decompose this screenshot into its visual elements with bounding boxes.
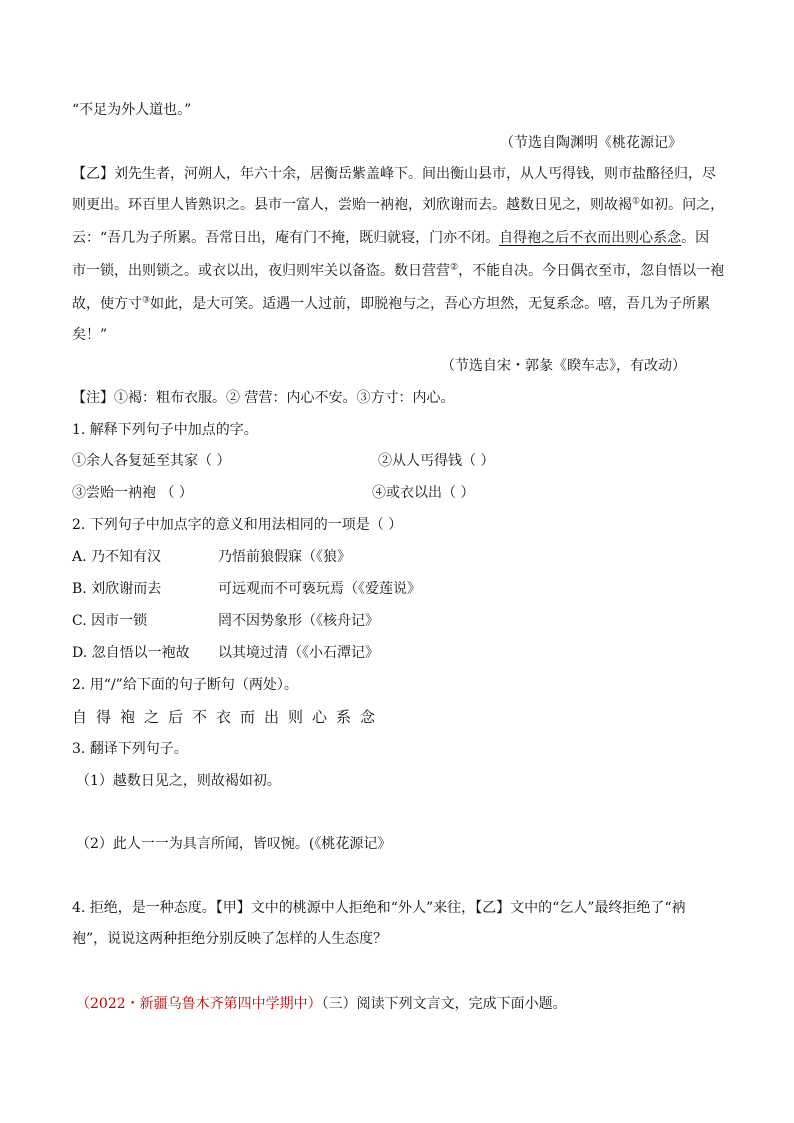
question-2b-title: 2. 用“/”给下面的句子断句（两处）。 bbox=[72, 677, 298, 693]
question-4-line-1: 4. 拒绝，是一种态度。【甲】文中的桃源中人拒绝和“外人”来往，【乙】文中的“乞人”最终拒绝了“衲 bbox=[72, 900, 686, 916]
option-a-left: A. 乃不知有汉 bbox=[72, 549, 162, 565]
notes: 【注】①褐：粗布衣服。② 营营：内心不安。③方寸：内心。 bbox=[72, 390, 455, 406]
yi-line-5-text-b: 如此，是大可笑。适遇一人过前，即脱袍与之，吾心方坦然，无复系念。嘻，吾几为子所累 bbox=[150, 296, 711, 312]
section-instruction: （三）阅读下列文言文，完成下面小题。 bbox=[321, 996, 567, 1012]
footnote-marker-3: ③ bbox=[142, 295, 151, 306]
yi-line-3-text-b: 。因 bbox=[681, 230, 710, 246]
q1-item-d: ④或衣以出（ ） bbox=[372, 485, 475, 501]
option-c-right: 罔不因势象形（《核舟记》 bbox=[218, 613, 379, 629]
question-1-row-1 bbox=[72, 451, 494, 471]
punctuation-sentence: 自得袍之后不衣而出则心系念 bbox=[72, 708, 385, 726]
yi-line-2 bbox=[72, 195, 724, 215]
option-b-right: 可远观而不可亵玩焉（《爱莲说》 bbox=[218, 581, 421, 597]
option-row bbox=[72, 579, 421, 599]
option-a-right: 乃悟前狼假寐（《狼》 bbox=[218, 549, 351, 565]
yi-line-3 bbox=[72, 228, 709, 248]
yi-line-5-text: 故，使方寸 bbox=[72, 296, 142, 312]
yi-line-2-text-b: 如初。问之， bbox=[640, 197, 725, 213]
q1-item-b: ②从人丐得钱（ ） bbox=[378, 453, 495, 469]
source-tag: （2022・新疆乌鲁木齐第四中学期中） bbox=[76, 996, 322, 1012]
option-d-left: D. 忽自悟以一袍故 bbox=[72, 645, 190, 661]
q1-item-c: ③尝贻一衲袍 （ ） bbox=[72, 485, 193, 501]
q1-item-a: ①余人各复延至其家（ ） bbox=[72, 453, 231, 469]
yi-line-3-text: 云：“吾几为子所累。吾常日出，庵有门不掩，既归就寝，门亦不闭。 bbox=[72, 230, 500, 246]
yi-line-6: 矣！” bbox=[72, 327, 108, 343]
yi-line-4-text: 市一锁，出则锁之。或衣以出，夜归则牢关以备盗。数日营营 bbox=[72, 263, 450, 279]
question-4-line-2: 袍”，说说这两种拒绝分别反映了怎样的人生态度？ bbox=[72, 931, 388, 947]
question-2-title: 2. 下列句子中加点字的意义和用法相同的一项是（ ） bbox=[72, 517, 403, 533]
question-3-title: 3. 翻译下列句子。 bbox=[72, 741, 188, 757]
yi-line-4-text-b: ，不能自决。今日偶衣至市，忽自悟以一袍 bbox=[458, 263, 725, 279]
yi-source: （节选自宋・郭彖《睽车志》，有改动） bbox=[441, 358, 686, 374]
footnote-marker-1: ① bbox=[632, 196, 641, 207]
question-1-row-2 bbox=[72, 483, 474, 503]
translate-sentence-2: （2）此人一一为具言所闻，皆叹惋。(《桃花源记》 bbox=[76, 836, 392, 852]
option-row bbox=[72, 611, 379, 631]
jia-source: （节选自陶渊明《桃花源记》 bbox=[500, 135, 682, 151]
option-b-left: B. 刘欣谢而去 bbox=[72, 581, 162, 597]
option-d-right: 以其境过清（《小石潭记》 bbox=[218, 645, 379, 661]
yi-line-1: 【乙】刘先生者，河朔人，年六十余，居衡岳紫盖峰下。间出衡山县市，从人丐得钱，则市盐酪径归，尽 bbox=[72, 166, 716, 182]
option-c-left: C. 因市一锁 bbox=[72, 613, 148, 629]
option-row bbox=[72, 643, 379, 663]
option-row bbox=[72, 547, 351, 567]
yi-line-2-text: 则更出。环百里人皆熟识之。县市一富人，尝贻一衲袍，刘欣谢而去。越数日见之，则故褐 bbox=[72, 197, 632, 213]
question-1-title: 1. 解释下列句子中加点的字。 bbox=[72, 422, 258, 438]
jia-tail: “不足为外人道也。” bbox=[72, 102, 192, 118]
underlined-sentence: 自得袍之后不衣而出则心系念 bbox=[499, 230, 682, 246]
yi-line-4 bbox=[72, 261, 724, 281]
next-section bbox=[76, 994, 567, 1014]
yi-line-5 bbox=[72, 294, 710, 314]
translate-sentence-1: （1）越数日见之，则故褐如初。 bbox=[76, 773, 281, 789]
footnote-marker-2: ② bbox=[450, 262, 459, 273]
